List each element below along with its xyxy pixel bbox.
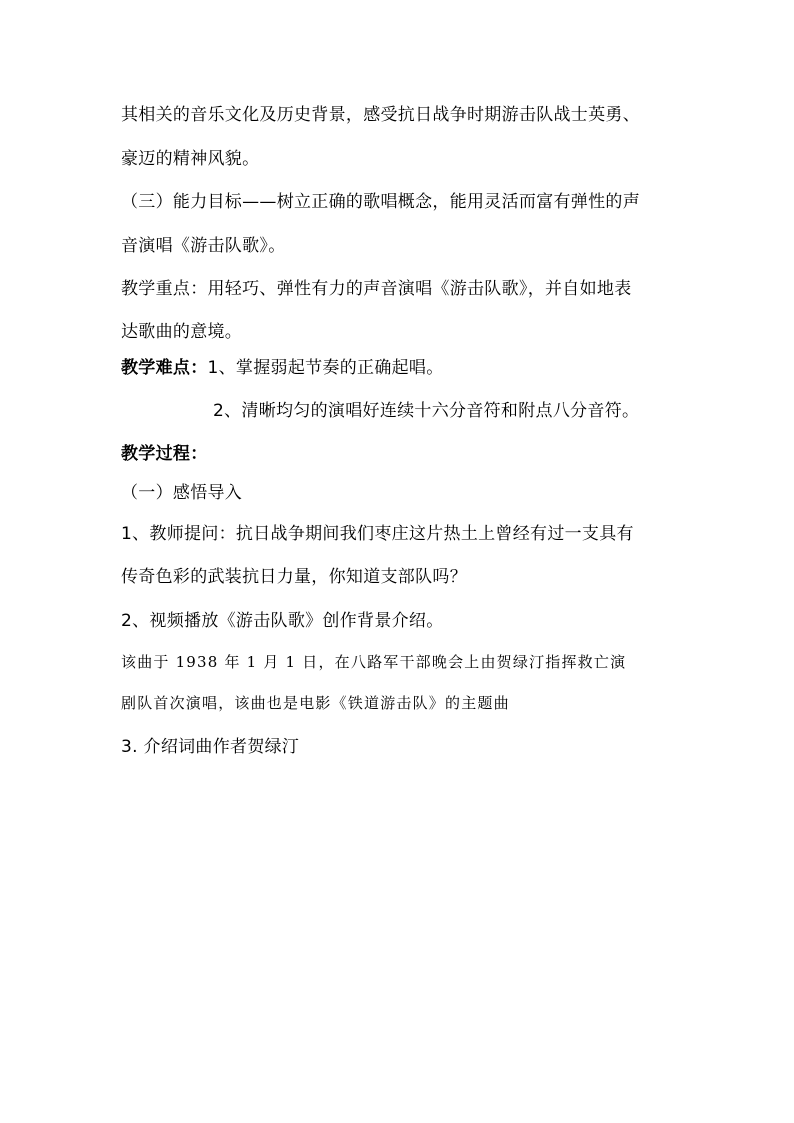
ability-goal-line: （三）能力目标——树立正确的歌唱概念，能用灵活而富有弹性的声 [121,192,640,212]
list-item: 3. 介绍词曲作者贺绿汀 [121,737,300,757]
section-heading: 教学过程： [121,444,208,464]
paragraph-line: 豪迈的精神风貌。 [121,149,260,169]
paragraph-line: 音演唱《游击队歌》。 [121,236,286,256]
paragraph-line: 其相关的音乐文化及历史背景，感受抗日战争时期游击队战士英勇、 [121,105,640,125]
teaching-difficulty-item: 2、清晰均匀的演唱好连续十六分音符和附点八分音符。 [213,401,640,421]
teaching-difficulty-item: 1、掌握弱起节奏的正确起唱。 [207,358,444,378]
paragraph-line: 达歌曲的意境。 [121,322,243,342]
teaching-difficulty-line [121,357,444,379]
paragraph-line: 传奇色彩的武装抗日力量，你知道支部队吗？ [121,567,467,587]
list-item: 1、教师提问：抗日战争期间我们枣庄这片热土上曾经有过一支具有 [121,524,634,544]
teaching-focus-line: 教学重点：用轻巧、弹性有力的声音演唱《游击队歌》，并自如地表 [121,279,632,299]
background-note-line: 剧队首次演唱，该曲也是电影《铁道游击队》的主题曲 [121,694,510,712]
list-item: 2、视频播放《游击队歌》创作背景介绍。 [121,611,444,631]
subsection-heading: （一）感悟导入 [121,483,243,503]
teaching-difficulty-label: 教学难点： [121,358,208,378]
background-note-line: 该曲于 1938 年 1 月 1 日，在八路军干部晚会上由贺绿汀指挥救亡演 [121,653,627,671]
